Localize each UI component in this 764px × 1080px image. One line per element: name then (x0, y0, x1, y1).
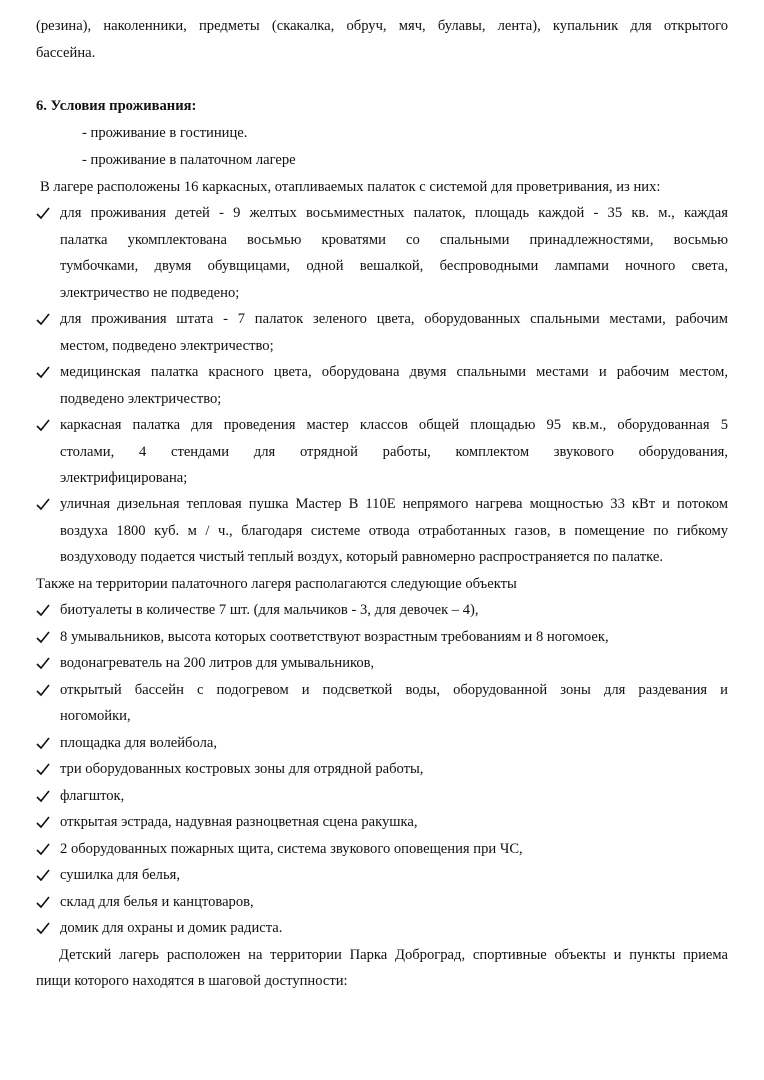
checkmark-icon (35, 364, 51, 380)
object-volleyball: площадка для волейбола, (60, 735, 217, 751)
checkmark-icon (35, 205, 51, 221)
checkmark-icon (35, 920, 51, 936)
checkmark-icon (35, 894, 51, 910)
checkmark-icon (35, 788, 51, 804)
tent-kids-line-2: палатка укомплектована восьмью кроватями со спальными принадлежностями, восьмью (60, 232, 728, 248)
tent-staff-line-1: для проживания штата - 7 палаток зеленого цвета, оборудованных спальными местами, рабочим (60, 311, 728, 327)
checkmark-icon (35, 602, 51, 618)
checkmark-icon (35, 814, 51, 830)
checkmark-icon (35, 311, 51, 327)
checkmark-icon (35, 655, 51, 671)
option-hotel: - проживание в гостинице. (82, 125, 248, 141)
closing-line-2: пищи которого находятся в шаговой доступности: (36, 973, 348, 989)
checkmark-icon (35, 629, 51, 645)
camp-intro: В лагере расположены 16 каркасных, отапливаемых палаток с системой для проветривания, из них: (40, 179, 661, 195)
object-dryer: сушилка для белья, (60, 867, 180, 883)
tent-kids-line-1: для проживания детей - 9 желтых восьмиместных палаток, площадь каждой - 35 кв. м., каждая (60, 205, 728, 221)
checkmark-icon (35, 867, 51, 883)
object-fire-shields: 2 оборудованных пожарных щита, система звукового оповещения при ЧС, (60, 841, 523, 857)
checkmark-icon (35, 761, 51, 777)
object-stage: открытая эстрада, надувная разноцветная сцена ракушка, (60, 814, 418, 830)
heater-line-2: воздуха 1800 куб. м / ч., благодаря системе отвода отработанных газов, в помещение по гибкому (60, 523, 728, 539)
tent-kids-line-3: тумбочками, двумя обувщицами, одной вешалкой, беспроводными лампами ночного света, (60, 258, 728, 274)
checkmark-icon (35, 682, 51, 698)
object-pool-line-1: открытый бассейн с подогревом и подсветкой воды, оборудованной зоны для раздевания и (60, 682, 728, 698)
object-pool-line-2: ногомойки, (60, 708, 131, 724)
tent-masterclass-line-3: электрифицирована; (60, 470, 188, 486)
tent-masterclass-line-2: столами, 4 стендами для отрядной работы, комплектом звукового оборудования, (60, 444, 728, 460)
heater-line-3: воздуховоду подается чистый теплый воздух, который равномерно распространяется по палатке. (60, 549, 663, 565)
object-campfire: три оборудованных костровых зоны для отрядной работы, (60, 761, 424, 777)
checkmark-icon (35, 496, 51, 512)
checkmark-icon (35, 417, 51, 433)
tent-medical-line-1: медицинская палатка красного цвета, оборудована двумя спальными местами и рабочим местом, (60, 364, 728, 380)
tent-medical-line-2: подведено электричество; (60, 391, 222, 407)
option-tent-camp: - проживание в палаточном лагере (82, 152, 296, 168)
tent-kids-line-4: электричество не подведено; (60, 285, 240, 301)
objects-intro: Также на территории палаточного лагеря располагаются следующие объекты (36, 576, 517, 592)
checkmark-icon (35, 735, 51, 751)
tent-masterclass-line-1: каркасная палатка для проведения мастер классов общей площадью 95 кв.м., оборудованная 5 (60, 417, 728, 433)
heater-line-1: уличная дизельная тепловая пушка Мастер B 110E непрямого нагрева мощностью 33 кВт и потоком (60, 496, 728, 512)
object-flagpole: флагшток, (60, 788, 125, 804)
intro-line-1: (резина), наколенники, предметы (скакалка, обруч, мяч, булавы, лента), купальник для открытого (36, 18, 728, 34)
object-toilets: биотуалеты в количестве 7 шт. (для мальчиков - 3, для девочек – 4), (60, 602, 479, 618)
object-security-house: домик для охраны и домик радиста. (60, 920, 283, 936)
checkmark-icon (35, 841, 51, 857)
object-washbasins: 8 умывальников, высота которых соответствуют возрастным требованиям и 8 ногомоек, (60, 629, 609, 645)
object-storage: склад для белья и канцтоваров, (60, 894, 254, 910)
closing-line-1: Детский лагерь расположен на территории Парка Доброград, спортивные объекты и пункты приема (59, 947, 728, 963)
section-heading: 6. Условия проживания: (36, 98, 197, 114)
object-water-heater: водонагреватель на 200 литров для умывальников, (60, 655, 375, 671)
tent-staff-line-2: местом, подведено электричество; (60, 338, 274, 354)
intro-line-2: бассейна. (36, 45, 96, 61)
